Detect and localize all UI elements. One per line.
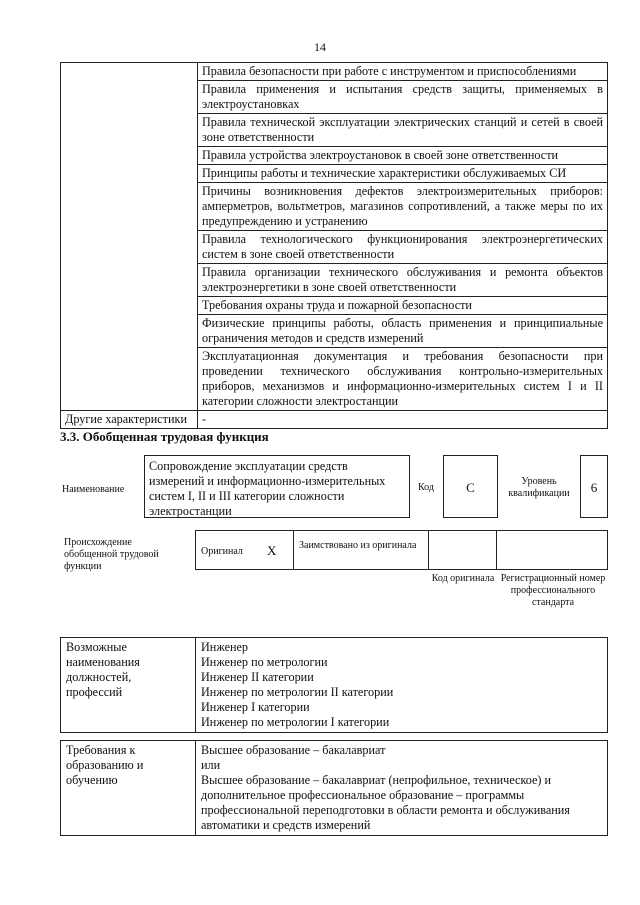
knowledge-table — [60, 62, 608, 429]
list-item: или — [201, 758, 221, 772]
list-item: Инженер II категории — [201, 670, 314, 684]
knowledge-row: Физические принципы работы, область применения и принципиальные ограничения методов и средств измерений — [198, 315, 608, 348]
list-item: Инженер I категории — [201, 700, 310, 714]
knowledge-row: Требования охраны труда и пожарной безопасности — [198, 297, 608, 315]
level-box — [580, 455, 608, 518]
code-value: С — [466, 480, 475, 495]
positions-list — [196, 638, 608, 733]
education-list — [196, 741, 608, 836]
knowledge-row: Эксплуатационная документация и требования безопасности при проведении технического обслуживания контрольно-измерительных приборов, механизмов и информационно-измерительных систем I и II категории сложности электростанции — [198, 348, 608, 411]
original-mark: X — [267, 543, 277, 558]
other-characteristics-label: Другие характеристики — [61, 411, 198, 429]
code-label: Код — [418, 482, 434, 493]
origin-divider-1 — [293, 530, 294, 570]
function-name-box — [144, 455, 410, 518]
knowledge-row: Правила безопасности при работе с инструментом и приспособлениями — [198, 63, 608, 81]
name-label: Наименование — [62, 484, 125, 495]
origin-divider-2 — [428, 530, 429, 570]
knowledge-table-label-cell — [61, 63, 198, 411]
knowledge-row: Причины возникновения дефектов электроизмерительных приборов: амперметров, вольтметров, магазинов сопротивлений, а также меры по их предупреждению и устранению — [198, 183, 608, 231]
positions-table — [60, 637, 608, 733]
knowledge-row: Правила применения и испытания средств защиты, применяемых в электроустановках — [198, 81, 608, 114]
level-label: Уровень квалификации — [508, 476, 570, 499]
knowledge-row: Правила технологического функционирования электроэнергетических систем в зоне своей ответственности — [198, 231, 608, 264]
list-item: Инженер — [201, 640, 249, 654]
borrowed-label: Заимствовано из оригинала — [299, 540, 417, 551]
knowledge-row: Правила устройства электроустановок в своей зоне ответственности — [198, 147, 608, 165]
education-label: Требования к образованию и обучению — [61, 741, 196, 836]
list-item: Высшее образование – бакалавриат (непрофильное, техническое) и дополнительное профессиональное образование – программы профессиональной переподготовки в области ремонта и обслуживания автоматики и средств измерений — [201, 773, 570, 832]
origin-divider-3 — [496, 530, 497, 570]
original-label: Оригинал — [201, 546, 243, 557]
education-table — [60, 740, 608, 836]
positions-label: Возможные наименования должностей, профессий — [61, 638, 196, 733]
code-original-caption: Код оригинала — [431, 573, 495, 584]
list-item: Инженер по метрологии II категории — [201, 685, 394, 699]
level-value: 6 — [590, 480, 598, 495]
knowledge-row: Принципы работы и технические характеристики обслуживаемых СИ — [198, 165, 608, 183]
registration-caption: Регистрационный номер профессионального стандарта — [500, 573, 606, 608]
page-number: 14 — [314, 40, 326, 54]
origin-label: Происхождение обобщенной трудовой функции — [64, 537, 159, 572]
other-characteristics-value: - — [198, 411, 608, 429]
list-item: Высшее образование – бакалавриат — [201, 743, 386, 757]
list-item: Инженер по метрологии — [201, 655, 328, 669]
knowledge-row: Правила организации технического обслуживания и ремонта объектов электроэнергетики в зоне своей ответственности — [198, 264, 608, 297]
code-box — [443, 455, 498, 518]
knowledge-row: Правила технической эксплуатации электрических станций и сетей в своей зоне ответственности — [198, 114, 608, 147]
list-item: Инженер по метрологии I категории — [201, 715, 390, 729]
section-title: 3.3. Обобщенная трудовая функция — [60, 429, 269, 444]
function-name-value: Сопровождение эксплуатации средств измерений и информационно-измерительных систем I, II и III категории сложности электростанции — [149, 459, 386, 518]
